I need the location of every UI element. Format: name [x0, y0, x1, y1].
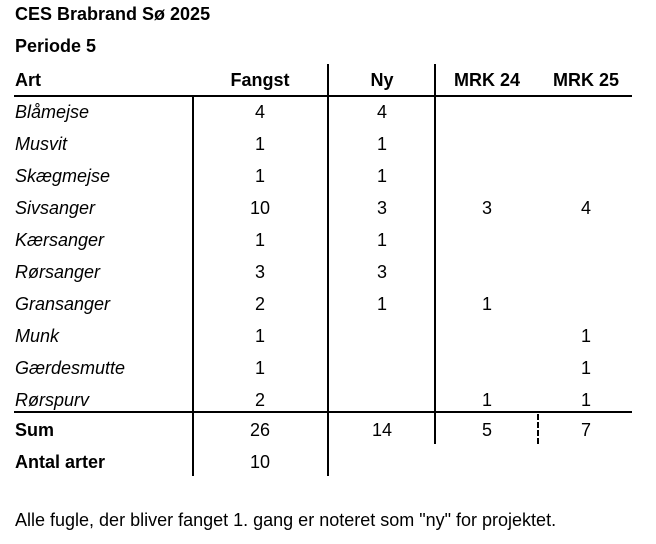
antal-arter-label: Antal arter: [15, 452, 106, 472]
row-mrk25: 1: [580, 390, 591, 410]
row-mrk25: [538, 288, 634, 320]
row-fangst: 10: [249, 198, 271, 218]
header-art: Art: [15, 70, 41, 90]
row-ny: 4: [376, 102, 387, 122]
row-mrk25: [538, 128, 634, 160]
document-title: CES Brabrand Sø 2025: [15, 4, 211, 24]
row-mrk25: 1: [580, 358, 591, 378]
row-mrk24: [436, 256, 538, 288]
row-ny: 3: [376, 198, 387, 218]
sum-mrk25: 7: [580, 420, 591, 440]
row-ny: [328, 352, 436, 384]
row-mrk25: [538, 96, 634, 128]
antal-arter-fangst: 10: [249, 452, 271, 472]
row-ny: 1: [376, 230, 387, 250]
row-art: Blåmejse: [15, 102, 90, 122]
sum-ny: 14: [371, 420, 393, 440]
row-mrk24: 1: [481, 294, 492, 314]
row-art: Rørspurv: [15, 390, 90, 410]
header-mrk25: MRK 25: [552, 70, 619, 90]
row-art: Kærsanger: [15, 230, 105, 250]
row-mrk24: [436, 128, 538, 160]
row-mrk24: 3: [481, 198, 492, 218]
row-mrk25: 4: [580, 198, 591, 218]
row-mrk24: 1: [481, 390, 492, 410]
row-art: Munk: [15, 326, 60, 346]
row-art: Gærdesmutte: [15, 358, 126, 378]
dashed-divider-mrk25: [537, 414, 539, 444]
sum-mrk24: 5: [481, 420, 492, 440]
document-subtitle: Periode 5: [15, 36, 97, 56]
header-mrk24: MRK 24: [453, 70, 520, 90]
row-fangst: 1: [254, 134, 265, 154]
header-divider: [14, 95, 632, 97]
row-mrk24: [436, 96, 538, 128]
row-mrk25: 1: [580, 326, 591, 346]
sum-label: Sum: [15, 420, 55, 440]
row-mrk24: [436, 352, 538, 384]
row-art: Sivsanger: [15, 198, 96, 218]
row-mrk25: [538, 160, 634, 192]
row-fangst: 2: [254, 390, 265, 410]
row-fangst: 1: [254, 326, 265, 346]
row-ny: 1: [376, 134, 387, 154]
row-fangst: 2: [254, 294, 265, 314]
row-art: Musvit: [15, 134, 68, 154]
header-fangst: Fangst: [230, 70, 290, 90]
row-mrk24: [436, 320, 538, 352]
row-mrk24: [436, 160, 538, 192]
sum-fangst: 26: [249, 420, 271, 440]
row-fangst: 1: [254, 358, 265, 378]
row-ny: 1: [376, 166, 387, 186]
row-art: Skægmejse: [15, 166, 111, 186]
row-fangst: 1: [254, 230, 265, 250]
sum-divider: [14, 411, 632, 413]
row-art: Gransanger: [15, 294, 111, 314]
row-fangst: 4: [254, 102, 265, 122]
row-mrk24: [436, 224, 538, 256]
row-mrk25: [538, 224, 634, 256]
column-divider-fangst: [192, 96, 194, 476]
row-ny: 3: [376, 262, 387, 282]
row-fangst: 3: [254, 262, 265, 282]
row-fangst: 1: [254, 166, 265, 186]
footnote: Alle fugle, der bliver fanget 1. gang er noteret som "ny" for projektet.: [15, 510, 557, 530]
column-divider-ny: [327, 64, 329, 476]
row-ny: 1: [376, 294, 387, 314]
row-mrk25: [538, 256, 634, 288]
header-ny: Ny: [370, 70, 394, 90]
row-ny: [328, 320, 436, 352]
column-divider-mrk24: [434, 64, 436, 444]
row-art: Rørsanger: [15, 262, 101, 282]
